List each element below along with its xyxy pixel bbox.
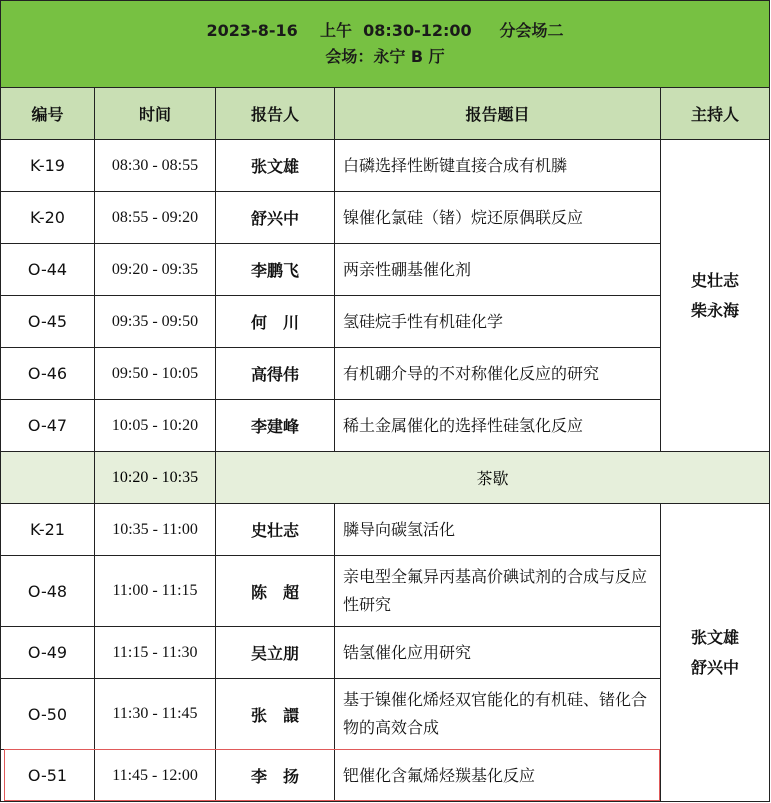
talk-title: 氢硅烷手性有机硅化学 bbox=[335, 296, 661, 348]
table-row bbox=[1, 244, 770, 296]
table-row bbox=[1, 400, 770, 452]
host-name: 史壮志 bbox=[691, 270, 740, 290]
talk-time: 10:35 - 11:00 bbox=[95, 504, 216, 556]
table-row bbox=[1, 192, 770, 244]
break-time: 10:20 - 10:35 bbox=[95, 452, 216, 504]
table-row bbox=[1, 750, 770, 802]
talk-time: 11:30 - 11:45 bbox=[95, 679, 216, 750]
talk-speaker: 何 川 bbox=[216, 296, 335, 348]
table-row bbox=[1, 504, 770, 556]
talk-speaker: 高得伟 bbox=[216, 348, 335, 400]
talk-speaker: 陈 超 bbox=[216, 556, 335, 627]
talk-code: O-46 bbox=[1, 348, 95, 400]
talk-time: 10:05 - 10:20 bbox=[95, 400, 216, 452]
break-row bbox=[1, 452, 770, 504]
talk-speaker: 李建峰 bbox=[216, 400, 335, 452]
talk-code: O-51 bbox=[1, 750, 95, 802]
talk-code: O-50 bbox=[1, 679, 95, 750]
header-title: 报告题目 bbox=[335, 88, 661, 140]
talk-title: 有机硼介导的不对称催化反应的研究 bbox=[335, 348, 661, 400]
table-row bbox=[1, 556, 770, 627]
talk-time: 09:50 - 10:05 bbox=[95, 348, 216, 400]
break-label: 茶歇 bbox=[216, 452, 770, 504]
table-row bbox=[1, 348, 770, 400]
talk-code: O-48 bbox=[1, 556, 95, 627]
header-time: 时间 bbox=[95, 88, 216, 140]
talk-title: 亲电型全氟异丙基高价碘试剂的合成与反应性研究 bbox=[335, 556, 661, 627]
table-row bbox=[1, 627, 770, 679]
talk-speaker: 史壮志 bbox=[216, 504, 335, 556]
talk-title: 锆氢催化应用研究 bbox=[335, 627, 661, 679]
host-name: 柴永海 bbox=[691, 300, 740, 320]
talk-code: K-20 bbox=[1, 192, 95, 244]
talk-code: O-49 bbox=[1, 627, 95, 679]
talk-speaker: 张 譞 bbox=[216, 679, 335, 750]
header-code: 编号 bbox=[1, 88, 95, 140]
break-code-cell bbox=[1, 452, 95, 504]
table-row bbox=[1, 679, 770, 750]
table-row bbox=[1, 296, 770, 348]
header-speaker: 报告人 bbox=[216, 88, 335, 140]
talk-title: 两亲性硼基催化剂 bbox=[335, 244, 661, 296]
talk-time: 11:00 - 11:15 bbox=[95, 556, 216, 627]
talk-title: 镍催化氯硅（锗）烷还原偶联反应 bbox=[335, 192, 661, 244]
header-host: 主持人 bbox=[661, 88, 770, 140]
talk-code: O-44 bbox=[1, 244, 95, 296]
talk-time: 09:20 - 09:35 bbox=[95, 244, 216, 296]
session-date-time: 2023-8-16 上午 08:30-12:00 分会场二 bbox=[206, 21, 564, 40]
talk-title: 钯催化含氟烯烃羰基化反应 bbox=[335, 750, 661, 802]
talk-time: 09:35 - 09:50 bbox=[95, 296, 216, 348]
talk-time: 11:15 - 11:30 bbox=[95, 627, 216, 679]
talk-title: 白磷选择性断键直接合成有机膦 bbox=[335, 140, 661, 192]
talk-speaker: 李 扬 bbox=[216, 750, 335, 802]
talk-speaker: 舒兴中 bbox=[216, 192, 335, 244]
talk-speaker: 吴立朋 bbox=[216, 627, 335, 679]
session2-hosts bbox=[661, 504, 770, 802]
table-row bbox=[1, 140, 770, 192]
talk-code: K-21 bbox=[1, 504, 95, 556]
talk-time: 08:30 - 08:55 bbox=[95, 140, 216, 192]
talk-time: 11:45 - 12:00 bbox=[95, 750, 216, 802]
talk-speaker: 张文雄 bbox=[216, 140, 335, 192]
session-banner bbox=[1, 1, 770, 88]
talk-speaker: 李鹏飞 bbox=[216, 244, 335, 296]
host-name: 舒兴中 bbox=[691, 657, 740, 677]
talk-title: 基于镍催化烯烃双官能化的有机硅、锗化合物的高效合成 bbox=[335, 679, 661, 750]
talk-code: K-19 bbox=[1, 140, 95, 192]
host-name: 张文雄 bbox=[691, 627, 740, 647]
talk-title: 膦导向碳氢活化 bbox=[335, 504, 661, 556]
table-header-row bbox=[1, 88, 770, 140]
talk-code: O-47 bbox=[1, 400, 95, 452]
session1-hosts bbox=[661, 140, 770, 452]
session-venue: 会场：永宁 B 厅 bbox=[325, 47, 445, 66]
talk-time: 08:55 - 09:20 bbox=[95, 192, 216, 244]
talk-title: 稀土金属催化的选择性硅氢化反应 bbox=[335, 400, 661, 452]
talk-code: O-45 bbox=[1, 296, 95, 348]
